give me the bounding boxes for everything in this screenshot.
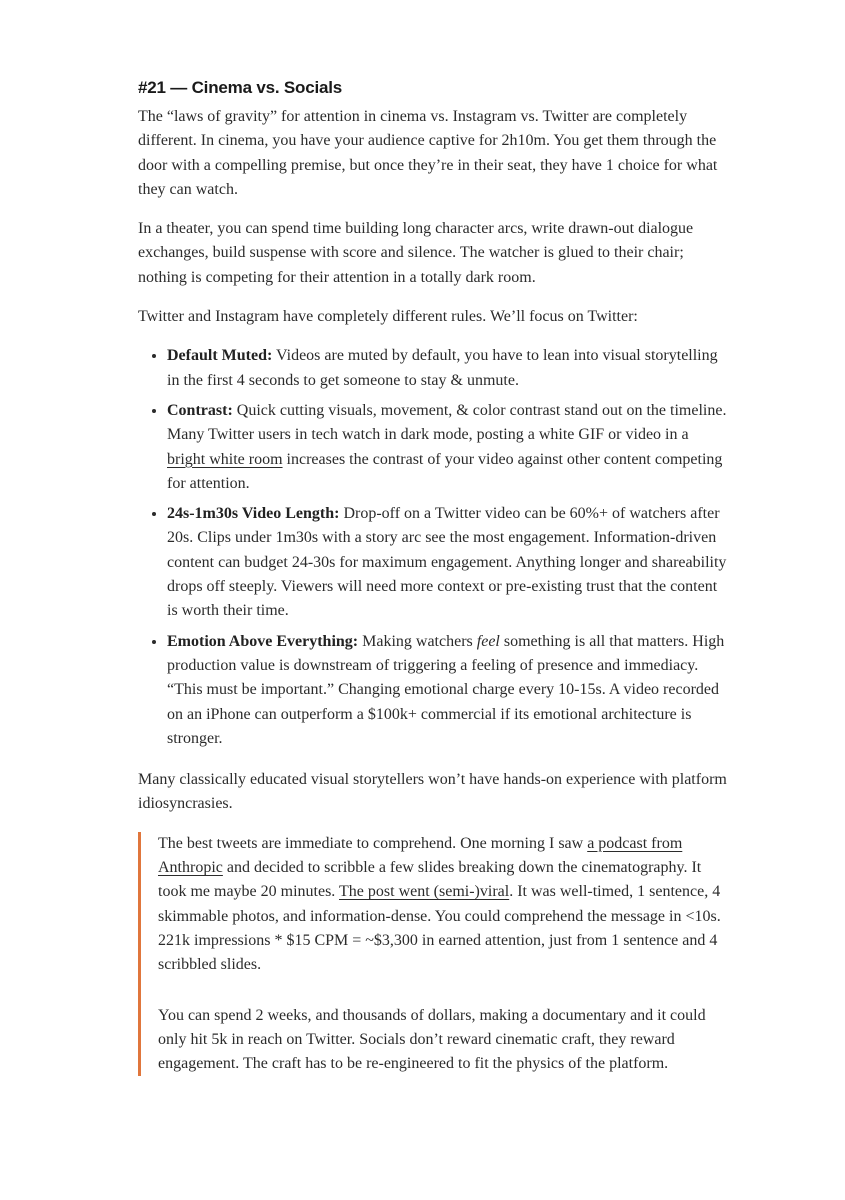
rules-list (138, 344, 728, 751)
list-item-text: Making watchers (358, 632, 477, 650)
callout-text: and decided to scribble a few slides breaking down the cinematography. It took me maybe 20 minutes. (158, 859, 702, 901)
list-item-text: increases the contrast of your video against other content competing for attention. (167, 450, 723, 492)
callout-paragraph-2: You can spend 2 weeks, and thousands of dollars, making a documentary and it could only hit 5k in reach on Twitter. Socials don’t reward cinematic craft, they reward engagement. The craft has to be re-engineered to fit the physics of the platform. (158, 1006, 706, 1073)
list-item-title: 24s-1m30s Video Length: (167, 505, 340, 523)
anthropic-podcast-link[interactable]: a podcast from Anthropic (158, 834, 683, 877)
callout-text: . It was well-timed, 1 sentence, 4 skimmable photos, and information-dense. You could comprehend the message in <10s. 221k impressions * $15 CPM = ~$3,300 in earned attention, just from 1 sentence and 4 scribbled slides. (158, 883, 721, 974)
list-item-text: something is all that matters. High production value is downstream of triggering a feeling of presence and immediacy. “This must be important.” Changing emotional charge every 10-15s. A video recorded on an iPhone can outperform a $100k+ commercial if its emotional architecture is stronger. (167, 632, 725, 747)
bright-white-room-link[interactable]: bright white room (167, 450, 283, 468)
list-item-title: Emotion Above Everything: (167, 632, 359, 650)
intro-paragraph-3: Twitter and Instagram have completely different rules. We’ll focus on Twitter: (138, 308, 638, 326)
list-item-text: Quick cutting visuals, movement, & color contrast stand out on the timeline. Many Twitter users in tech watch in dark mode, posting a white GIF or video in a (167, 401, 727, 444)
list-item-video-length (167, 502, 728, 623)
list-item-text: Videos are muted by default, you have to lean into visual storytelling in the first 4 seconds to get someone to stay & unmute. (167, 347, 718, 389)
intro-paragraph-2: In a theater, you can spend time building long character arcs, write drawn-out dialogue exchanges, build suspense with score and silence. The watcher is glued to their chair; nothing is competing for their attention in a totally dark room. (138, 220, 694, 286)
callout-text: The best tweets are immediate to comprehend. One morning I saw (158, 834, 588, 852)
intro-paragraph-1: The “laws of gravity” for attention in cinema vs. Instagram vs. Twitter are completely different. In cinema, you have your audience captive for 2h10m. You get them through the door with a compelling premise, but once they’re in their seat, they have 1 choice for what they can watch. (138, 108, 718, 198)
list-item-contrast (167, 399, 728, 496)
section-heading: #21 — Cinema vs. Socials (138, 78, 343, 97)
list-item-emphasis: feel (476, 632, 500, 650)
article (138, 76, 728, 1076)
list-item-title: Contrast: (167, 401, 233, 419)
callout-paragraph-1 (158, 832, 728, 978)
outro-paragraph: Many classically educated visual storytellers won’t have hands-on experience with platform idiosyncrasies. (138, 771, 727, 813)
callout-block (138, 832, 728, 1077)
list-item-text: Drop-off on a Twitter video can be 60%+ of watchers after 20s. Clips under 1m30s with a story arc see the most engagement. Information-driven content can budget 24-30s for maximum engagement. Anything longer and shareability drops off steeply. Viewers will need more context or pre-existing trust that the content is worth their time. (167, 505, 727, 620)
list-item-title: Default Muted: (167, 347, 273, 365)
viral-post-link[interactable]: The post went (semi-)viral (339, 883, 510, 901)
list-item-default-muted (167, 344, 728, 393)
list-item-emotion (167, 630, 728, 751)
